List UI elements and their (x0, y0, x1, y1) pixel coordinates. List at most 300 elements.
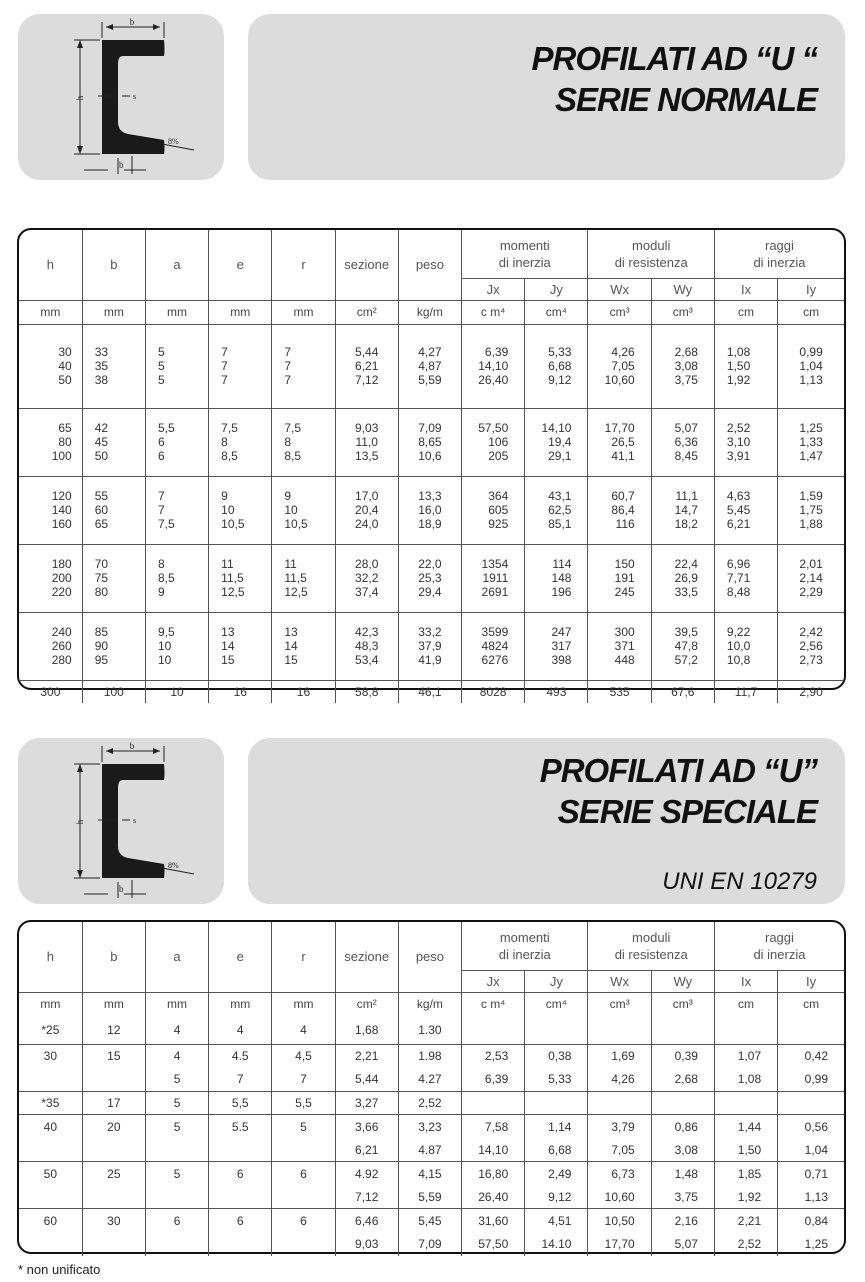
cell-value: 150 (614, 557, 635, 571)
cell-value: 20,4 (355, 503, 379, 517)
header-r: r (272, 230, 335, 300)
table-cell (525, 612, 588, 680)
table-cell: 5,33 (525, 1068, 588, 1092)
table-cell (145, 612, 208, 680)
header-raggi (714, 230, 844, 278)
table-cell: 4,51 (525, 1209, 588, 1233)
cell-value: 8,5 (221, 449, 238, 463)
table-row (19, 1091, 844, 1115)
table-cell (19, 612, 82, 680)
table-cell: 7,12 (335, 1185, 398, 1209)
table-cell (778, 408, 844, 476)
cell-value: 10,5 (284, 517, 308, 531)
table-cell (778, 1016, 844, 1044)
cell-value: 33,2 (418, 625, 442, 639)
cell-value: 9,22 (726, 625, 751, 639)
table-cell (272, 1138, 335, 1162)
cell-value: 10,8 (726, 653, 751, 667)
cell-value: 15 (284, 653, 298, 667)
unit-cell: cm⁴ (525, 992, 588, 1016)
table-cell (651, 1016, 714, 1044)
table-cell (778, 544, 844, 612)
table-cell (778, 1091, 844, 1115)
cell-value: 80 (94, 585, 109, 599)
unit-cell: cm (714, 300, 777, 324)
table-row (19, 324, 844, 408)
cell-value: 11 (284, 557, 297, 571)
table-cell: 2,53 (462, 1044, 525, 1068)
header-jx: Jx (462, 970, 525, 992)
table-cell: 3,66 (335, 1115, 398, 1139)
cell-value: 53,4 (355, 653, 379, 667)
cell-value: 925 (488, 517, 509, 531)
header-peso: peso (398, 922, 461, 992)
table-row (19, 544, 844, 612)
cell-value: 2,68 (674, 345, 698, 359)
cell-value: 148 (551, 571, 572, 585)
cell-value: 7 (221, 373, 228, 387)
table-cell (335, 612, 398, 680)
table-cell (462, 1091, 525, 1115)
cell-value: 364 (488, 489, 509, 503)
table-cell (145, 324, 208, 408)
cell-value: 70 (94, 557, 109, 571)
header-peso: peso (398, 230, 461, 300)
table-cell: 2,52 (398, 1091, 461, 1115)
table-cell: 1,44 (714, 1115, 777, 1139)
cell-value: 11,5 (284, 571, 307, 585)
table-cell (209, 544, 272, 612)
table-cell (714, 476, 777, 544)
cell-value: 2,42 (799, 625, 823, 639)
cell-value: 114 (552, 557, 572, 571)
table-cell: 3,79 (588, 1115, 651, 1139)
table-cell (335, 476, 398, 544)
table-cell: 4.27 (398, 1068, 461, 1092)
table-cell (209, 612, 272, 680)
cell-value: 7 (284, 373, 292, 387)
table-cell (778, 324, 844, 408)
cell-value: 35 (94, 359, 109, 373)
cell-value: 3,91 (726, 449, 751, 463)
cell-value: 205 (488, 449, 509, 463)
table-cell: 67,6 (651, 680, 714, 703)
cell-value: 8,5 (284, 449, 302, 463)
cell-value: 7 (284, 359, 292, 373)
cell-value: 95 (94, 653, 109, 667)
table-cell (145, 1185, 208, 1209)
unit-cell: cm (778, 300, 844, 324)
cell-value: 90 (94, 639, 109, 653)
table-cell (272, 1185, 335, 1209)
header-momenti-2: di inerzia (498, 946, 551, 962)
table-cell: 3,75 (651, 1185, 714, 1209)
table-cell (651, 324, 714, 408)
table-cell: 5 (145, 1091, 208, 1115)
cell-value: 10 (221, 503, 235, 517)
table-cell: 4 (209, 1016, 272, 1044)
unit-cell: cm⁴ (525, 300, 588, 324)
table-cell: 7 (209, 1068, 272, 1092)
table-cell: 1.98 (398, 1044, 461, 1068)
cell-value: 2,52 (726, 421, 751, 435)
table-row (19, 476, 844, 544)
table-cell (525, 1016, 588, 1044)
cell-value: 26,40 (478, 373, 509, 387)
table-normal (17, 228, 846, 699)
cell-value: 5,59 (418, 373, 442, 387)
cell-value: 57,50 (478, 421, 509, 435)
table-cell: 6,68 (525, 1138, 588, 1162)
table-cell: 7,58 (462, 1115, 525, 1139)
table-cell: 1,69 (588, 1044, 651, 1068)
table-cell (209, 1232, 272, 1256)
header-momenti (462, 230, 588, 278)
table-cell: 7,05 (588, 1138, 651, 1162)
cell-value: 9 (284, 489, 292, 503)
cell-value: 5,5 (157, 421, 175, 435)
table-cell: 0,56 (778, 1115, 844, 1139)
table-cell: 58,8 (335, 680, 398, 703)
table-cell (651, 612, 714, 680)
cell-value: 180 (51, 557, 72, 571)
table-cell (209, 408, 272, 476)
table-cell: 2,68 (651, 1068, 714, 1092)
cell-value: 3,08 (674, 359, 698, 373)
cell-value: 1,50 (726, 359, 751, 373)
cell-value: 2,14 (799, 571, 823, 585)
header-raggi-2: di inerzia (753, 254, 806, 270)
table-cell (651, 1091, 714, 1115)
table-cell (398, 612, 461, 680)
cell-value: 120 (51, 489, 72, 503)
table-cell (462, 1016, 525, 1044)
table-cell (462, 612, 525, 680)
unit-cell: c m⁴ (462, 300, 525, 324)
table-cell (19, 408, 82, 476)
cell-value: 38 (94, 373, 109, 387)
table-cell: 5,59 (398, 1185, 461, 1209)
u-profile-diagram (18, 738, 224, 904)
dim-b2-label: b (119, 160, 124, 170)
cell-value: 7,5 (284, 421, 302, 435)
cell-value: 15 (221, 653, 235, 667)
table-cell (82, 1068, 145, 1092)
header-jx: Jx (462, 278, 525, 300)
table-cell (82, 1185, 145, 1209)
unit-cell: cm (714, 992, 777, 1016)
cell-value: 106 (488, 435, 509, 449)
cell-value: 29,4 (418, 585, 442, 599)
cell-value: 9 (157, 585, 165, 599)
cell-value: 4,63 (726, 489, 751, 503)
table-cell (272, 476, 335, 544)
unit-cell: cm³ (651, 992, 714, 1016)
dim-h-label: h (75, 819, 85, 825)
table-row (19, 1185, 844, 1209)
table-cell: 5.5 (209, 1115, 272, 1139)
table-cell: 1,07 (714, 1044, 777, 1068)
footnote: * non unificato (18, 1262, 101, 1277)
table-cell: 2,49 (525, 1162, 588, 1186)
cell-value: 18,2 (674, 517, 698, 531)
table-cell: 12 (82, 1016, 145, 1044)
table-cell: 5 (145, 1068, 208, 1092)
unit-cell: cm³ (588, 992, 651, 1016)
table-cell: 8028 (462, 680, 525, 703)
cell-value: 1,25 (799, 421, 823, 435)
cell-value: 32,2 (355, 571, 379, 585)
cell-value: 10 (157, 639, 172, 653)
units-row (19, 992, 844, 1016)
table-cell: 3,08 (651, 1138, 714, 1162)
table-cell: 10,50 (588, 1209, 651, 1233)
cell-value: 8,65 (418, 435, 442, 449)
cell-value: 14,10 (541, 421, 572, 435)
slope-label: 8% (168, 861, 179, 870)
table-cell (145, 1138, 208, 1162)
table-cell: 1,68 (335, 1016, 398, 1044)
table-cell: 5 (145, 1115, 208, 1139)
cell-value: 4,26 (611, 345, 635, 359)
dim-s-label: s (133, 92, 137, 101)
cell-value: 191 (614, 571, 635, 585)
table-cell: 0,84 (778, 1209, 844, 1233)
cell-value: 247 (551, 625, 572, 639)
cell-value: 9,12 (548, 373, 572, 387)
cell-value: 7,5 (157, 517, 175, 531)
cell-value: 10,60 (604, 373, 635, 387)
cell-value: 7,09 (418, 421, 442, 435)
table-cell (588, 324, 651, 408)
cell-value: 5,44 (355, 345, 379, 359)
table-cell: 14,10 (462, 1138, 525, 1162)
cell-value: 22,0 (418, 557, 442, 571)
table-cell: 7 (272, 1068, 335, 1092)
table-cell: 4.92 (335, 1162, 398, 1186)
table-cell: 1,13 (778, 1185, 844, 1209)
table-cell: 0,86 (651, 1115, 714, 1139)
cell-value: 8,48 (726, 585, 751, 599)
unit-cell: cm² (335, 992, 398, 1016)
table-cell (588, 544, 651, 612)
cell-value: 39,5 (674, 625, 698, 639)
cell-value: 10 (157, 653, 172, 667)
dim-h-label: h (75, 95, 85, 101)
header-iy: Iy (778, 970, 844, 992)
cell-value: 5,07 (674, 421, 698, 435)
table-cell: 1,48 (651, 1162, 714, 1186)
table-cell: 7,09 (398, 1232, 461, 1256)
table-cell (82, 476, 145, 544)
table-cell (651, 544, 714, 612)
table-cell: 5 (272, 1115, 335, 1139)
cell-value: 7 (157, 489, 165, 503)
table-cell (778, 476, 844, 544)
table-cell: 6 (209, 1209, 272, 1233)
header-wy: Wy (651, 970, 714, 992)
table-cell (272, 324, 335, 408)
header-momenti-1: momenti (499, 237, 550, 253)
table-cell: 4.5 (209, 1044, 272, 1068)
header-jy: Jy (525, 970, 588, 992)
table-row (19, 1209, 844, 1233)
cell-value: 100 (51, 449, 72, 463)
table-cell (19, 476, 82, 544)
table-cell (19, 1232, 82, 1256)
cell-value: 1,33 (799, 435, 823, 449)
table-cell: 4.87 (398, 1138, 461, 1162)
table-cell: 46,1 (398, 680, 461, 703)
unit-cell: cm³ (651, 300, 714, 324)
table-cell (525, 324, 588, 408)
cell-value: 33,5 (674, 585, 698, 599)
table-cell: 1,85 (714, 1162, 777, 1186)
table-cell: 0,39 (651, 1044, 714, 1068)
header-raggi-1: raggi (765, 929, 794, 945)
table-cell: 9,12 (525, 1185, 588, 1209)
table-cell (714, 1091, 777, 1115)
cell-value: 10 (284, 503, 298, 517)
table-cell: 17,70 (588, 1232, 651, 1256)
table-cell (398, 476, 461, 544)
table-cell: 9,03 (335, 1232, 398, 1256)
cell-value: 11,5 (221, 571, 244, 585)
cell-value: 12,5 (221, 585, 245, 599)
header-raggi-2: di inerzia (753, 946, 806, 962)
cell-value: 25,3 (418, 571, 442, 585)
cell-value: 4,27 (418, 345, 442, 359)
cell-value: 5 (157, 345, 165, 359)
cell-value: 160 (51, 517, 72, 531)
cell-value: 7 (157, 503, 165, 517)
cell-value: 1,13 (799, 373, 823, 387)
cell-value: 86,4 (611, 503, 635, 517)
cell-value: 28,0 (355, 557, 379, 571)
cell-value: 8 (221, 435, 228, 449)
cell-value: 41,1 (611, 449, 635, 463)
cell-value: 41,9 (418, 653, 442, 667)
table-cell: 40 (19, 1115, 82, 1139)
table-cell: 3,27 (335, 1091, 398, 1115)
header-b: b (82, 230, 145, 300)
cell-value: 7,05 (611, 359, 635, 373)
cell-value: 60,7 (611, 489, 635, 503)
table-cell: 14.10 (525, 1232, 588, 1256)
cell-value: 65 (58, 421, 72, 435)
table-cell: 300 (19, 680, 82, 703)
table-cell (209, 476, 272, 544)
table-cell (335, 324, 398, 408)
cell-value: 2,29 (799, 585, 823, 599)
table-cell (714, 544, 777, 612)
cell-value: 280 (51, 653, 72, 667)
cell-value: 1,88 (799, 517, 823, 531)
header-moduli-2: di resistenza (614, 946, 688, 962)
table-cell: 5,5 (272, 1091, 335, 1115)
cell-value: 17,0 (355, 489, 379, 503)
header-wx: Wx (588, 278, 651, 300)
cell-value: 48,3 (355, 639, 379, 653)
cell-value: 7,5 (221, 421, 238, 435)
table-cell: 15 (82, 1044, 145, 1068)
table-cell (525, 544, 588, 612)
table-cell: 5,5 (209, 1091, 272, 1115)
table-cell: 1,50 (714, 1138, 777, 1162)
cell-value: 5 (157, 359, 165, 373)
table-cell: 2,16 (651, 1209, 714, 1233)
header-e: e (209, 230, 272, 300)
cell-value: 29,1 (548, 449, 572, 463)
cell-value: 7,71 (726, 571, 751, 585)
cell-value: 42 (94, 421, 109, 435)
table-cell: 1,25 (778, 1232, 844, 1256)
cell-value: 1,04 (799, 359, 823, 373)
table-row (19, 1115, 844, 1139)
table-cell (588, 1016, 651, 1044)
cell-value: 448 (614, 653, 635, 667)
cell-value: 220 (51, 585, 72, 599)
table-cell: 1,14 (525, 1115, 588, 1139)
table-cell (82, 324, 145, 408)
table-cell (714, 612, 777, 680)
unit-cell: mm (145, 992, 208, 1016)
table-cell: 6,39 (462, 1068, 525, 1092)
cell-value: 33 (94, 345, 109, 359)
table-cell: *25 (19, 1016, 82, 1044)
cell-value: 260 (51, 639, 72, 653)
table-cell: 535 (588, 680, 651, 703)
table-cell: 4,26 (588, 1068, 651, 1092)
units-row (19, 300, 844, 324)
cell-value: 47,8 (674, 639, 698, 653)
table-cell: 5,45 (398, 1209, 461, 1233)
table-cell (19, 1138, 82, 1162)
table-cell (462, 324, 525, 408)
cell-value: 4,87 (418, 359, 442, 373)
cell-value: 605 (488, 503, 509, 517)
table-cell (398, 544, 461, 612)
table-row (19, 680, 844, 703)
table-cell (19, 1068, 82, 1092)
cell-value: 13 (284, 625, 298, 639)
slope-label: 8% (168, 137, 179, 146)
table-cell (272, 612, 335, 680)
unit-cell: mm (272, 992, 335, 1016)
table-cell: 16 (272, 680, 335, 703)
unit-cell: mm (145, 300, 208, 324)
cell-value: 1354 (481, 557, 509, 571)
cell-value: 14,10 (478, 359, 509, 373)
table-cell: 6,46 (335, 1209, 398, 1233)
cell-value: 65 (94, 517, 109, 531)
header-a: a (145, 230, 208, 300)
table-cell: 16,80 (462, 1162, 525, 1186)
table-cell: 2,21 (714, 1209, 777, 1233)
cell-value: 5,45 (726, 503, 751, 517)
table-cell (145, 408, 208, 476)
unit-cell: mm (19, 300, 82, 324)
table-cell (272, 408, 335, 476)
cell-value: 7,12 (355, 373, 379, 387)
cell-value: 40 (58, 359, 72, 373)
table-cell (714, 408, 777, 476)
table-row (19, 1016, 844, 1044)
cell-value: 10,5 (221, 517, 245, 531)
cell-value: 14 (284, 639, 298, 653)
dim-b-label: b (129, 741, 135, 751)
header-e: e (209, 922, 272, 992)
